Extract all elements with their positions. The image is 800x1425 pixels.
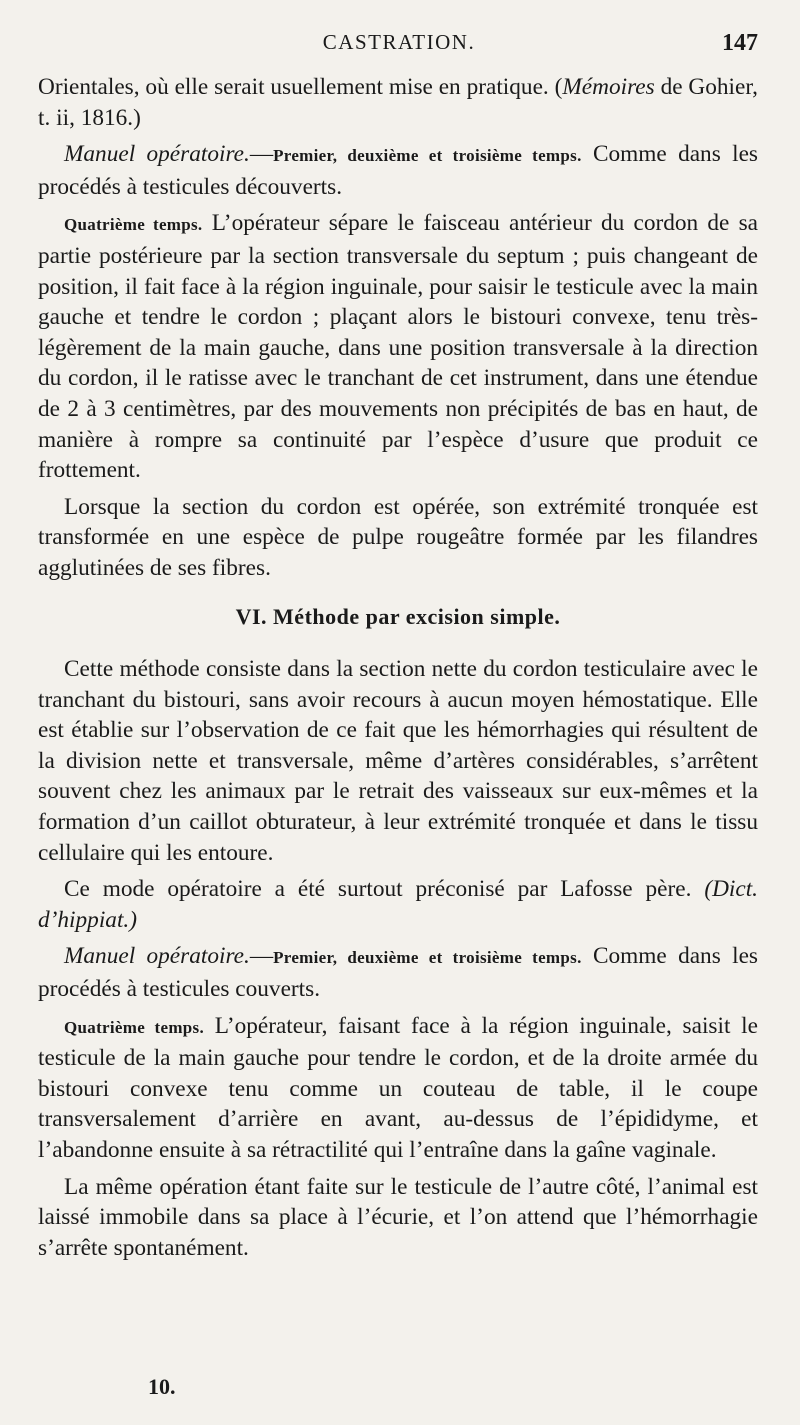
paragraph-8	[38, 1011, 758, 1166]
paragraph-6-text: Ce mode opératoire a été surtout préconisé par Lafosse père.	[64, 876, 692, 903]
paragraph-3-label: Quatrième temps.	[64, 215, 203, 235]
paragraph-3-text: L’opérateur sépare le faisceau antérieur du cordon de sa partie postérieure par la section transversale du septum ; puis changeant de position, il fait face à la région inguinale, pour saisir le testicule avec la main gauche et tendre le cordon ; plaçant alors le bistouri convexe, tenu très-légèrement de la main gauche, dans une position transversale à la direction du cordon, il le ratisse avec le tranchant de cet instrument, dans une étendue de 2 à 3 centimètres, par des mouvements non précipités de bas en haut, de manière à rompre sa continuité par l’espèce d’usure que produit ce frottement.	[38, 210, 759, 484]
paragraph-7-text: Comme dans les procédés à testicules couverts.	[38, 943, 758, 1003]
page-header	[40, 30, 758, 62]
paragraph-6-italic: (Dict. d’hippiat.)	[38, 876, 759, 933]
signature-mark: 10.	[148, 1374, 176, 1399]
paragraph-7-dash: —	[249, 943, 274, 970]
paragraph-6	[38, 874, 758, 935]
paragraph-7	[38, 941, 758, 1004]
paragraph-5	[38, 654, 758, 868]
paragraph-1-text-end: de Gohier, t. ii, 1816.)	[38, 74, 759, 131]
paragraph-4	[38, 492, 758, 584]
paragraph-7-italic: Manuel opératoire.	[64, 943, 250, 970]
paragraph-1	[38, 72, 758, 133]
running-title: CASTRATION.	[322, 30, 476, 54]
paragraph-5-text: Cette méthode consiste dans la section nette du cordon testiculaire avec le tranchant du bistouri, sans avoir recours à aucun moyen hémostatique. Elle est établie sur l’observation de ce fait que les hémorrhagies qui résultent de la division nette et transversale, même d’artères considérables, s’arrêtent souvent chez les animaux par le retrait des vaisseaux sur eux-mêmes et la formation d’un caillot obturateur, à leur extrémité tronquée et dans le tissu cellulaire qui les entoure.	[38, 656, 758, 866]
paragraph-2-text: Comme dans les procédés à testicules découverts.	[38, 141, 758, 200]
paragraph-2-dash: —	[249, 141, 274, 168]
paragraph-8-text: L’opérateur, faisant face à la région inguinale, saisit le testicule de la main gauche pour tendre le cordon, et de la droite armée du bistouri convexe tenu comme un couteau de table, il le coupe transversalement d’arrière en avant, au-dessus de l’épididyme, et l’abandonne ensuite à sa rétractilité qui l’entraîne dans la gaîne vaginale.	[38, 1012, 758, 1163]
page-number: 147	[722, 30, 758, 56]
paragraph-1-text: Orientales, où elle serait usuellement mise en pratique. (	[38, 74, 563, 100]
paragraph-9-text: La même opération étant faite sur le testicule de l’autre côté, l’animal est laissé immobile dans sa place à l’écurie, et l’on attend que l’hémorrhagie s’arrête spontanément.	[38, 1173, 758, 1261]
paragraph-2-italic: Manuel opératoire.	[64, 141, 250, 168]
paragraph-3	[38, 208, 758, 485]
paragraph-8-label: Quatrième temps.	[64, 1017, 204, 1037]
paragraph-4-text: Lorsque la section du cordon est opérée, son extrémité tronquée est transformée en une espèce de pulpe rougeâtre formée par les filandres agglutinées de ses fibres.	[38, 493, 758, 581]
paragraph-1-italic: Mémoires	[562, 74, 655, 100]
paragraph-7-label: Premier, deuxième et troisième temps.	[273, 948, 582, 968]
page-body	[38, 72, 758, 1263]
paragraph-2	[38, 139, 758, 202]
paragraph-2-label: Premier, deuxième et troisième temps.	[273, 146, 582, 166]
paragraph-9	[38, 1172, 758, 1264]
section-heading: VI. Méthode par excision simple.	[235, 603, 561, 629]
